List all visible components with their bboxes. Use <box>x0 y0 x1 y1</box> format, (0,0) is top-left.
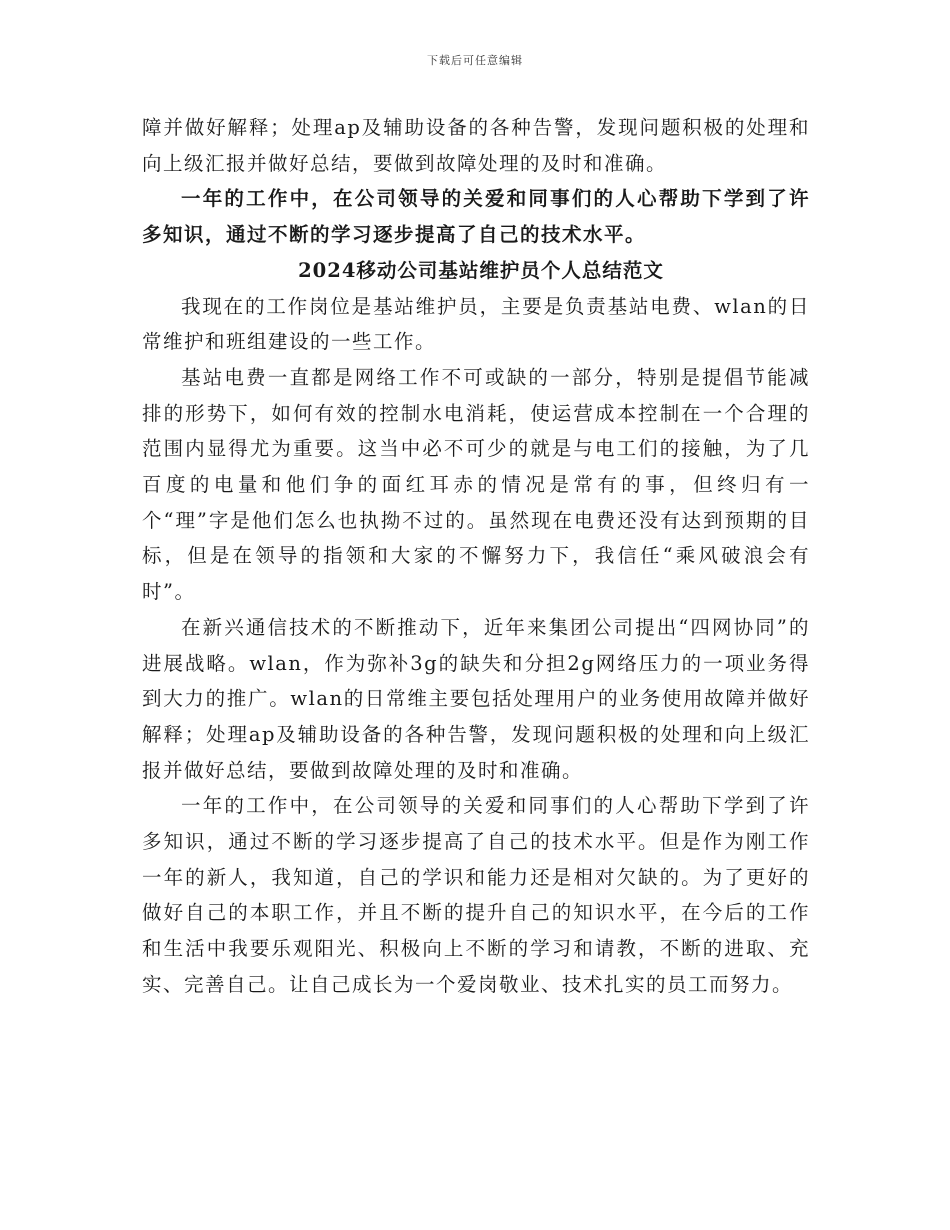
bold-paragraph: 一年的工作中，在公司领导的关爱和同事们的人心帮助下学到了许多知识，通过不断的学习逐步提高了自己的技术水平。 <box>142 187 810 247</box>
paragraph-intro: 我现在的工作岗位是基站维护员，主要是负责基站电费、wlan的日常维护和班组建设的一些工作。 <box>142 294 810 354</box>
document-body <box>142 110 810 1003</box>
paragraph-electricity: 基站电费一直都是网络工作不可或缺的一部分，特别是提倡节能减排的形势下，如何有效的控制水电消耗，使运营成本控制在一个合理的范围内显得尤为重要。这当中必不可少的就是与电工们的接触，为了几百度的电量和他们争的面红耳赤的情况是常有的事，但终归有一个“理”字是他们怎么也执拗不过的。虽然现在电费还没有达到预期的目标，但是在领导的指领和大家的不懈努力下，我信任“乘风破浪会有时”。 <box>142 365 810 604</box>
paragraph-wlan: 在新兴通信技术的不断推动下，近年来集团公司提出“四网协同”的进展战略。wlan，作为弥补3g的缺失和分担2g网络压力的一项业务得到大力的推广。wlan的日常维主要包括处理用户的业务使用故障并做好解释；处理ap及辅助设备的各种告警，发现问题积极的处理和向上级汇报并做好总结，要做到故障处理的及时和准确。 <box>142 615 810 782</box>
paragraph-summary: 一年的工作中，在公司领导的关爱和同事们的人心帮助下学到了许多知识，通过不断的学习逐步提高了自己的技术水平。但是作为刚工作一年的新人，我知道，自己的学识和能力还是相对欠缺的。为了更好的做好自己的本职工作，并且不断的提升自己的知识水平，在今后的工作和生活中我要乐观阳光、积极向上不断的学习和请教，不断的进取、充实、完善自己。让自己成长为一个爱岗敬业、技术扎实的员工而努力。 <box>142 794 810 996</box>
page-header: 下载后可任意编辑 <box>427 54 523 67</box>
continued-paragraph: 障并做好解释；处理ap及辅助设备的各种告警，发现问题积极的处理和向上级汇报并做好总结，要做到故障处理的及时和准确。 <box>142 116 810 175</box>
document-title: 2024移动公司基站维护员个人总结范文 <box>298 258 664 282</box>
